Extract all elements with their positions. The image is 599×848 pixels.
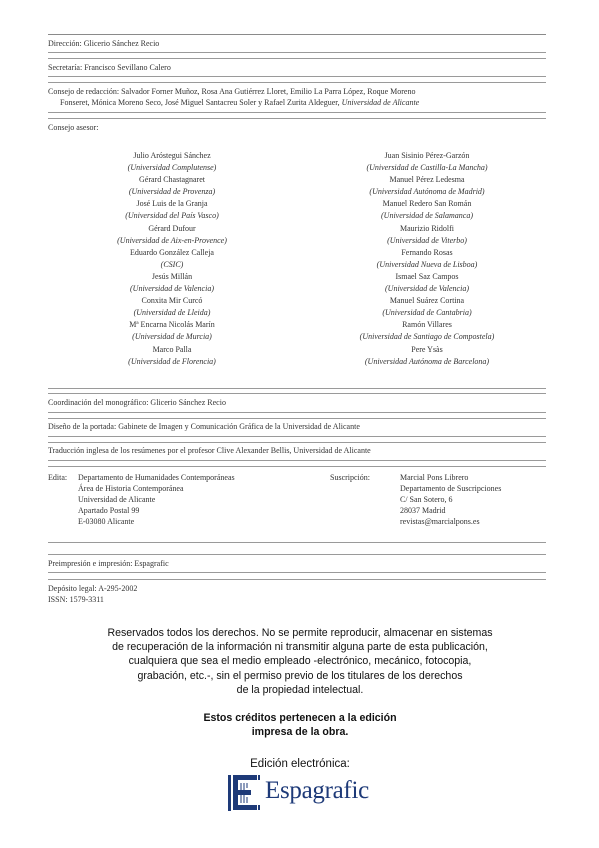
rule-17 xyxy=(48,572,546,573)
consejo-asesor-left-column xyxy=(57,150,287,368)
rights-notice-line: grabación, etc.-, sin el permiso previo de los titulares de los derechos xyxy=(137,669,463,682)
rule-10 xyxy=(48,418,546,419)
advisor-affiliation: (Universidad Nueva de Lisboa) xyxy=(376,259,478,269)
rule-1 xyxy=(48,52,546,53)
credits-note xyxy=(40,711,560,739)
advisor-name: Gérard Chastagnaret xyxy=(139,175,205,185)
espagrafic-logo-text: Espagrafic xyxy=(265,777,369,804)
advisor-affiliation: (Universidad de Castilla-La Mancha) xyxy=(366,163,488,173)
espagrafic-e-logo-icon xyxy=(227,773,263,813)
advisor-name: Ramón Villares xyxy=(402,320,452,330)
advisor-name: Jesús Millán xyxy=(151,271,193,281)
coordinacion-line: Coordinación del monográfico: Glicerio Sánchez Recio xyxy=(48,398,226,407)
advisor-name: Fernando Rosas xyxy=(401,247,453,257)
rule-12 xyxy=(48,442,546,443)
rights-notice-line: de recuperación de la información ni transmitir alguna parte de esta publicación, xyxy=(112,641,488,654)
advisor-affiliation: (Universidad de Valencia) xyxy=(130,284,214,294)
consejo-asesor-label: Consejo asesor: xyxy=(48,123,99,132)
rights-notice xyxy=(40,626,560,697)
rule-14 xyxy=(48,466,546,467)
advisor-affiliation: (Universidad Complutense) xyxy=(127,163,217,173)
advisor-affiliation: (Universidad de Lleida) xyxy=(133,308,211,318)
rule-8 xyxy=(48,393,546,394)
rule-7 xyxy=(48,388,546,389)
consejo-redaccion-affiliation: Universidad de Alicante xyxy=(341,98,420,107)
direccion-line: Dirección: Glicerio Sánchez Recio xyxy=(48,39,160,48)
deposito-legal: Depósito legal: A-295-2002 xyxy=(48,584,138,593)
rule-6 xyxy=(48,118,546,119)
consejo-redaccion-line2 xyxy=(48,97,546,108)
suscripcion-label: Suscripción: xyxy=(330,473,370,482)
advisor-name: Conxita Mir Curcó xyxy=(141,296,203,306)
consejo-redaccion-line2-text: Fonseret, Mónica Moreno Seco, José Miguel Santacreu Soler y Rafael Zurita Aldeguer, xyxy=(60,98,342,107)
advisor-affiliation: (Universidad de Santiago de Compostela) xyxy=(359,332,495,342)
advisor-affiliation: (Universidad de Murcia) xyxy=(132,332,212,342)
advisor-name: José Luis de la Granja xyxy=(136,199,208,209)
suscripcion-address-line: 28037 Madrid xyxy=(400,506,446,515)
edita-address-line: Apartado Postal 99 xyxy=(78,506,140,515)
edicion-electronica-label: Edición electrónica: xyxy=(250,758,350,770)
preimpresion-line: Preimpresión e impresión: Espagrafic xyxy=(48,559,169,568)
traduccion-line: Traducción inglesa de los resúmenes por el profesor Clive Alexander Bellis, Universidad de Alicante xyxy=(48,446,371,455)
rule-3 xyxy=(48,76,546,77)
edita-address-line: E-03080 Alicante xyxy=(78,517,135,526)
diseno-line: Diseño de la portada: Gabinete de Imagen y Comunicación Gráfica de la Universidad de Alicante xyxy=(48,422,360,431)
advisor-name: Gérard Dufour xyxy=(148,223,196,233)
advisor-affiliation: (Universidad de Viterbo) xyxy=(387,235,467,245)
suscripcion-address-line: Departamento de Suscripciones xyxy=(400,484,502,493)
rights-notice-line: cualquiera que sea el medio empleado -electrónico, mecánico, fotocopia, xyxy=(128,655,472,668)
advisor-affiliation: (Universidad Autónoma de Barcelona) xyxy=(364,356,490,366)
suscripcion-address-line: revistas@marcialpons.es xyxy=(400,517,480,526)
advisor-name: Manuel Redero San Román xyxy=(382,199,472,209)
secretaria-line: Secretaría: Francisco Sevillano Calero xyxy=(48,63,171,72)
rule-top xyxy=(48,34,546,35)
credits-note-line: impresa de la obra. xyxy=(251,726,349,738)
rule-16 xyxy=(48,554,546,555)
advisor-affiliation: (Universidad de Cantabria) xyxy=(382,308,472,318)
advisor-affiliation: (Universidad Autónoma de Madrid) xyxy=(369,187,485,197)
advisor-name: Marco Palla xyxy=(152,344,192,354)
suscripcion-address xyxy=(400,472,501,527)
espagrafic-logo xyxy=(227,773,367,813)
consejo-asesor-right-column xyxy=(312,150,542,368)
edita-address-line: Universidad de Alicante xyxy=(78,495,156,504)
advisor-name: Mª Encarna Nicolás Marín xyxy=(129,320,215,330)
advisor-name: Juan Sisinio Pérez-Garzón xyxy=(384,151,470,160)
advisor-affiliation: (CSIC) xyxy=(160,259,184,269)
advisor-affiliation: (Universidad de Provenza) xyxy=(128,187,216,197)
advisor-name: Ismael Saz Campos xyxy=(395,271,459,281)
consejo-redaccion-line1: Consejo de redacción: Salvador Forner Muñoz, Rosa Ana Gutiérrez Lloret, Emilio La Parra López, Roque Moreno xyxy=(48,87,416,96)
advisor-name: Eduardo González Calleja xyxy=(130,247,214,257)
advisor-affiliation: (Universidad del País Vasco) xyxy=(125,211,219,221)
advisor-affiliation: (Universidad de Valencia) xyxy=(385,284,469,294)
advisor-name: Manuel Suárez Cortina xyxy=(389,296,465,306)
advisor-affiliation: (Universidad de Salamanca) xyxy=(381,211,473,221)
rule-15 xyxy=(48,542,546,543)
rule-11 xyxy=(48,436,546,437)
advisor-affiliation: (Universidad de Aix-en-Provence) xyxy=(117,235,227,245)
credits-note-line: Estos créditos pertenecen a la edición xyxy=(203,712,397,724)
advisor-affiliation: (Universidad de Florencia) xyxy=(128,356,216,366)
edita-address-line: Departamento de Humanidades Contemporáneas xyxy=(78,473,235,482)
edita-label: Edita: xyxy=(48,473,68,482)
rule-4 xyxy=(48,82,546,83)
rights-notice-line: Reservados todos los derechos. No se permite reproducir, almacenar en sistemas xyxy=(107,627,493,639)
advisor-name: Julio Aróstegui Sánchez xyxy=(133,151,211,160)
rule-18 xyxy=(48,579,546,580)
rule-13 xyxy=(48,460,546,461)
advisor-name: Manuel Pérez Ledesma xyxy=(389,175,465,185)
edita-address-line: Área de Historia Contemporánea xyxy=(78,484,184,493)
rule-9 xyxy=(48,412,546,413)
advisor-name: Maurizio Ridolfi xyxy=(400,223,454,233)
advisor-name: Pere Ysàs xyxy=(411,344,443,354)
edita-address xyxy=(78,472,235,527)
issn: ISSN: 1579-3311 xyxy=(48,595,104,604)
rule-5 xyxy=(48,112,546,113)
consejo-redaccion xyxy=(48,86,546,108)
suscripcion-address-line: C/ San Sotero, 6 xyxy=(400,495,453,504)
rights-notice-line: de la propiedad intelectual. xyxy=(236,683,364,696)
rule-2 xyxy=(48,58,546,59)
suscripcion-address-line: Marcial Pons Librero xyxy=(400,473,469,482)
